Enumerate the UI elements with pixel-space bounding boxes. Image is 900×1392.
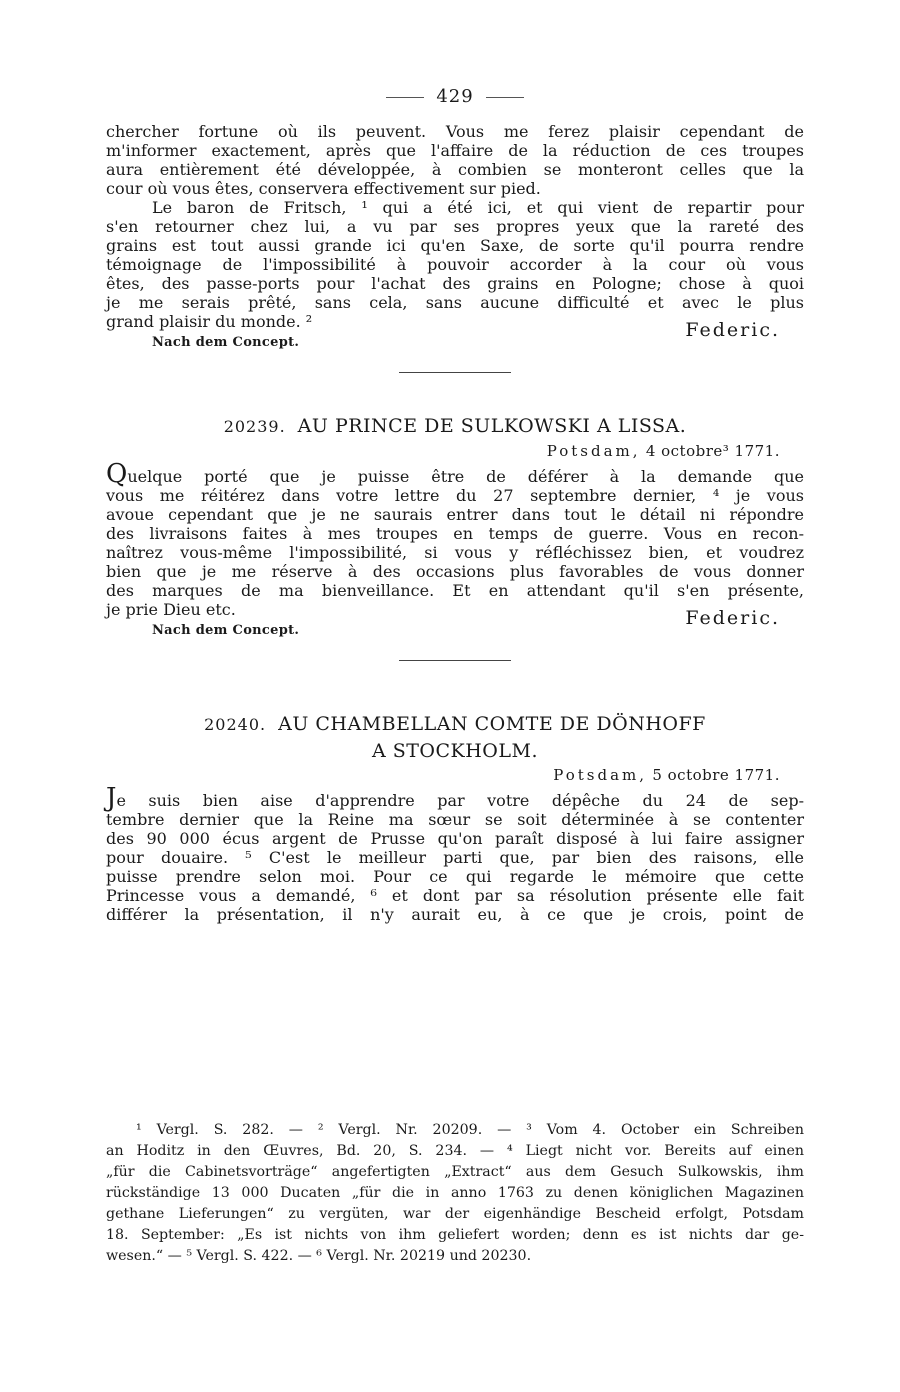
footnote-line: ¹ Vergl. S. 282. — ² Vergl. Nr. 20209. — ³ Vom 4. October ein Schreiben [136,1122,804,1138]
letter-body [106,783,804,924]
page-number-dash-left [386,97,424,98]
dateline [106,442,804,460]
text-line: différer la présentation, il n'y aurait eu, à ce que je crois, point de [106,905,804,924]
signature: Federic. [685,319,780,341]
text-line: des livraisons faites à mes troupes en temps de guerre. Vous en recon- [106,524,804,543]
footnote-line: an Hoditz in den Œuvres, Bd. 20, S. 234. — ⁴ Liegt nicht vor. Bereits auf einen [106,1143,804,1159]
paragraph-fritsch [106,198,804,331]
source-note: Nach dem Concept. [152,335,300,350]
text-line [106,459,804,489]
footnote-line: rückständige 13 000 Ducaten „für die in anno 1763 zu denen königlichen Magazinen [106,1185,804,1201]
dateline-place: Potsdam, [553,766,648,784]
letter-heading [106,413,804,440]
text-line: des marques de ma bienveillance. Et en attendant qu'il s'en présente, [106,581,804,600]
footnote-line: wesen.“ — ⁵ Vergl. S. 422. — ⁶ Vergl. Nr. 20219 und 20230. [106,1248,532,1264]
text-line [106,783,804,813]
text-line: naîtrez vous-même l'impossibilité, si vous y réfléchissez bien, et voudrez [106,543,804,562]
dateline-date: 5 octobre 1771. [652,766,780,784]
page-body [106,86,804,924]
text-line: m'informer exactement, après que l'affaire de la réduction de ces troupes [106,141,804,160]
text-line: tembre dernier que la Reine ma sœur se soit déterminée à se contenter [106,810,804,829]
text-line: Le baron de Fritsch, ¹ qui a été ici, et qui vient de repartir pour [152,198,804,217]
letter-number: 20240. [204,715,267,734]
drop-cap: Q [106,459,128,489]
section-divider [399,660,511,661]
text-line: grand plaisir du monde. ² [106,312,313,331]
continued-paragraph [106,122,804,198]
letter-title: AU PRINCE DE SULKOWSKI A LISSA. [297,415,687,437]
footnotes [106,1120,804,1267]
text-line: je prie Dieu etc. [106,600,236,619]
text-line-content: uelque porté que je puisse être de déférer à la demande que [127,467,804,486]
page-number-text: 429 [436,86,474,107]
letter-title-line1: AU CHAMBELLAN COMTE DE DÖNHOFF [278,713,706,735]
text-line: pour douaire. ⁵ C'est le meilleur parti que, par bien des raisons, elle [106,848,804,867]
footnote-line: „für die Cabinetsvorträge“ angefertigten „Extract“ aus dem Gesuch Sulkowskis, ihm [106,1164,804,1180]
text-line: grains est tout aussi grande ici qu'en Saxe, de sorte qu'il pourra rendre [106,236,804,255]
text-line: aura entièrement été développée, à combien se monteront celles que la [106,160,804,179]
letter-number: 20239. [223,417,286,436]
text-line-content: e suis bien aise d'apprendre par votre dépêche du 24 de sep- [116,791,804,810]
footnote-line: gethane Lieferungen“ zu vergüten, war der eigenhändige Bescheid erfolgt, Potsdam [106,1206,804,1222]
section-divider [399,372,511,373]
text-line: Princesse vous a demandé, ⁶ et dont par sa résolution présente elle fait [106,886,804,905]
page-number-dash-right [486,97,524,98]
dateline-place: Potsdam, [546,442,641,460]
letter-body [106,459,804,619]
dateline [106,766,804,784]
text-line: vous me réitérez dans votre lettre du 27 septembre dernier, ⁴ je vous [106,486,804,505]
text-line: des 90 000 écus argent de Prusse qu'on paraît disposé à lui faire assigner [106,829,804,848]
signature: Federic. [685,607,780,629]
dateline-date: 4 octobre³ 1771. [645,442,780,460]
text-line: je me serais prêté, sans cela, sans aucune difficulté et avec le plus [106,293,804,312]
source-note: Nach dem Concept. [152,623,300,638]
text-line: avoue cependant que je ne saurais entrer dans tout le détail ni répondre [106,505,804,524]
letter-title-line2: A STOCKHOLM. [371,740,538,762]
text-line: cour où vous êtes, conservera effectivement sur pied. [106,179,541,198]
text-line: s'en retourner chez lui, a vu par ses propres yeux que la rareté des [106,217,804,236]
text-line: puisse prendre selon moi. Pour ce qui regarde le mémoire que cette [106,867,804,886]
text-line: témoignage de l'impossibilité à pouvoir accorder à la cour où vous [106,255,804,274]
text-line: êtes, des passe-ports pour l'achat des grains en Pologne; chose à quoi [106,274,804,293]
page-number [106,86,804,114]
text-line: bien que je me réserve à des occasions plus favorables de vous donner [106,562,804,581]
letter-heading [106,711,804,738]
text-line: chercher fortune où ils peuvent. Vous me ferez plaisir cependant de [106,122,804,141]
footnote-line: 18. September: „Es ist nichts von ihm geliefert worden; denn es ist nichts dar ge- [106,1227,804,1243]
drop-cap: J [106,783,117,813]
